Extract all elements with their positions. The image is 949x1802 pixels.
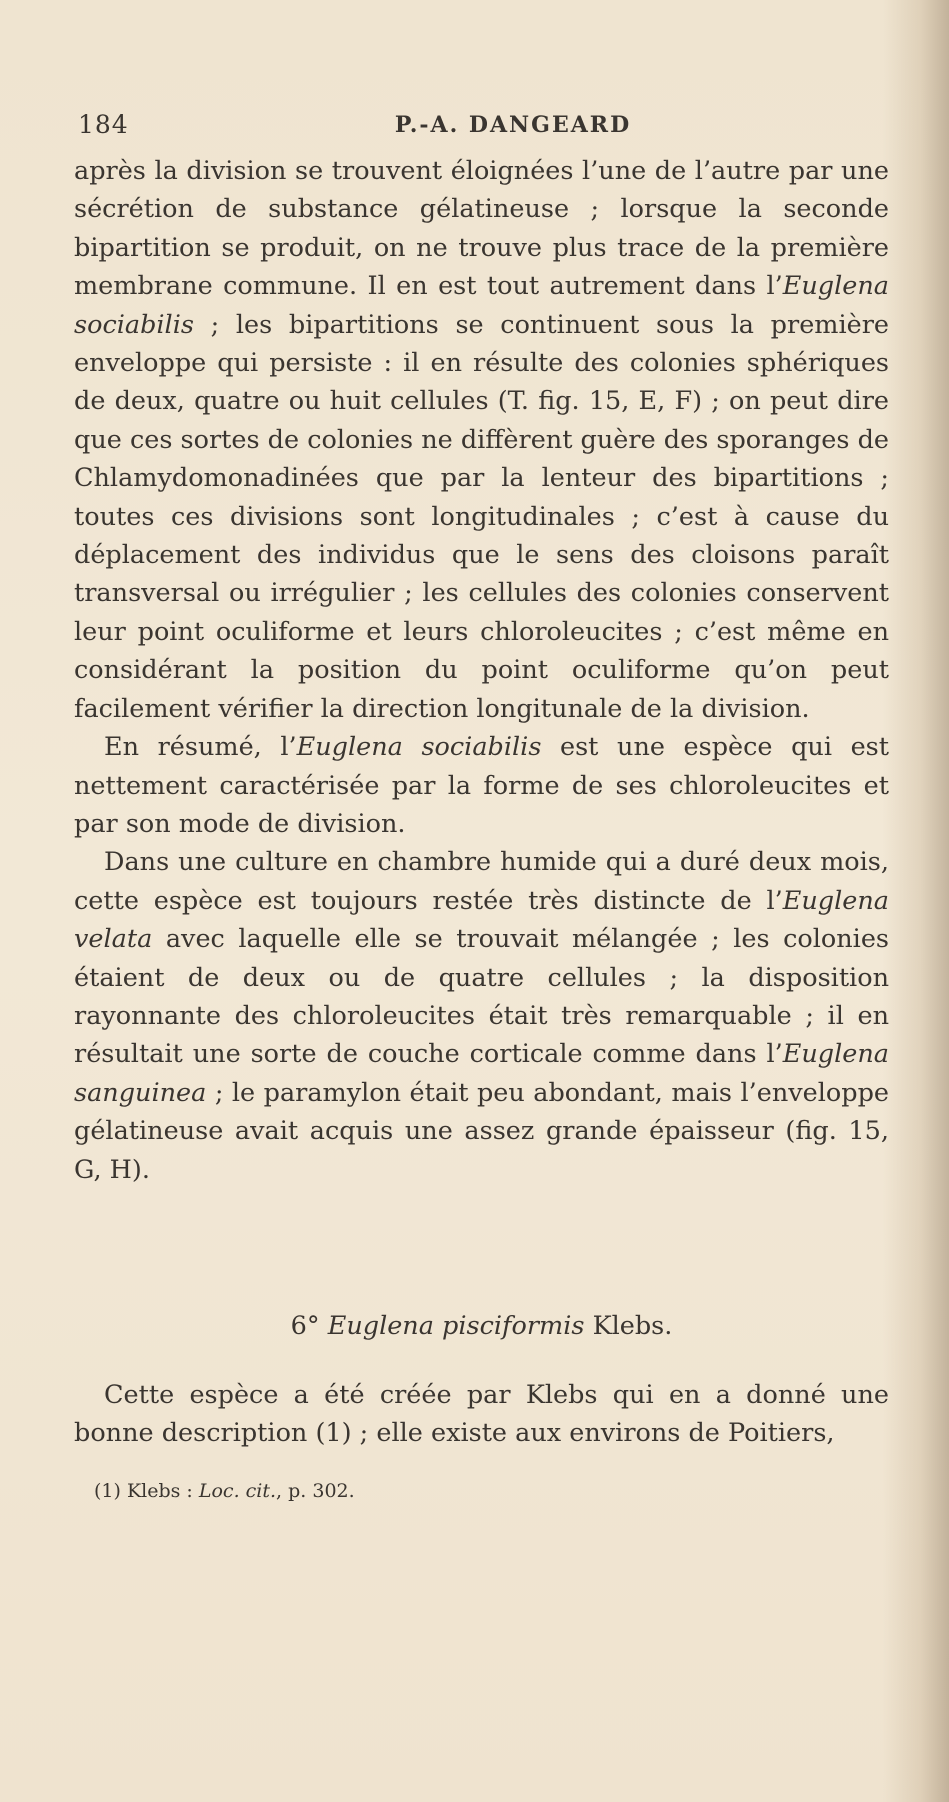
page-header [78, 110, 888, 146]
page-number: 184 [78, 110, 129, 139]
section-text [74, 1376, 889, 1453]
footnote: (1) Klebs : Loc. cit., p. 302. [94, 1480, 355, 1502]
body-text [74, 152, 889, 1189]
species-name: Euglena velata [74, 885, 889, 955]
section-number: 6° [290, 1311, 320, 1341]
paragraph-1: après la division se trouvent éloignées l’une de l’autre par une sécrétion de substance gélatineuse ; lorsque la seconde bipartition se produit, on ne trouve plus trace de la première membrane commune. Il en est tout autrement dans l’Euglena sociabilis ; les bipartitions se continuent sous la première enveloppe qui persiste : il en résulte des colonies sphériques de deux, quatre ou huit cellules (T. fig. 15, E, F) ; on peut dire que ces sortes de colonies ne diffèrent guère des sporanges de Chlamydomonadinées que par la lenteur des bipartitions ; toutes ces divisions sont longitudinales ; c’est à cause du déplacement des individus que le sens des cloisons paraît transversal ou irrégulier ; les cellules des colonies conservent leur point oculiforme et leurs chloroleucites ; c’est même en considérant la position du point oculiforme qu’on peut facilement vérifier la direction longitunale de la division. [74, 156, 889, 724]
section-paragraph-1: Cette espèce a été créée par Klebs qui en a donné une bonne description (1) ; elle existe aux environs de Poitiers, [74, 1380, 889, 1449]
running-head: P.-A. DANGEARD [394, 112, 632, 138]
footnote-reference: Loc. cit. [198, 1480, 277, 1502]
section-author: Klebs. [592, 1311, 673, 1341]
section-heading [74, 1307, 889, 1345]
section-species-name: Euglena pisciformis [327, 1311, 585, 1341]
paragraph-3: Dans une culture en chambre humide qui a duré deux mois, cette espèce est toujours restée très distincte de l’Euglena velata avec laquelle elle se trouvait mélangée ; les colonies étaient de deux ou de quatre cellules ; la disposition rayonnante des chloroleucites était très remarquable ; il en résultait une sorte de couche corticale comme dans l’Euglena sanguinea ; le paramylon était peu abondant, mais l’enveloppe gélatineuse avait acquis une assez grande épaisseur (fig. 15, G, H). [74, 847, 889, 1185]
species-name: Euglena sociabilis [296, 732, 542, 763]
species-name: Euglena sociabilis [74, 271, 889, 340]
species-name: Euglena sanguinea [74, 1039, 889, 1108]
paragraph-2: En résumé, l’Euglena sociabilis est une espèce qui est nettement caractérisée par la forme de ses chloroleucites et par son mode de division. [74, 732, 889, 839]
